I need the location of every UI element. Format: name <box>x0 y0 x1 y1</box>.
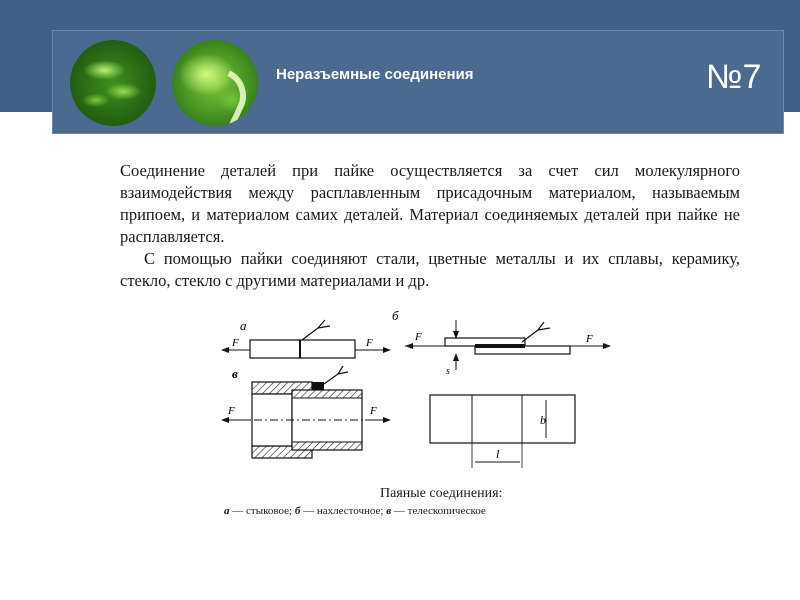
lap-joint-plan-view <box>430 395 575 468</box>
force-label-b-right: F <box>586 333 593 345</box>
force-label-a-left: F <box>232 337 239 349</box>
label-a: а <box>240 318 247 333</box>
force-label-v-left: F <box>228 405 235 417</box>
force-label-a-right: F <box>366 337 373 349</box>
figure-caption-legend <box>224 505 486 517</box>
leaf-image-2 <box>172 40 258 126</box>
body-text <box>120 160 740 292</box>
legend-text-b: — нахлесточное; <box>300 505 387 517</box>
force-label-b-left: F <box>415 331 422 343</box>
legend-text-v: — телескопическое <box>391 505 486 517</box>
legend-text-a: — стыковое; <box>229 505 295 517</box>
paragraph-1: Соединение деталей при пайке осуществляется за счет сил молекулярного взаимодействия между расплавленным присадочным материалом, называемым припоем, и материалом самих деталей. Материал соединяемых деталей при пайке не расплавляется. <box>120 161 740 246</box>
legend-key-b: б <box>294 505 301 517</box>
butt-joint-diagram <box>222 318 390 358</box>
paragraph-2: С помощью пайки соединяют стали, цветные металлы и их сплавы, керамику, стекло, стекло с другими материалами и др. <box>120 249 740 290</box>
slide-number: №7 <box>706 58 762 96</box>
leaf-image-1 <box>70 40 156 126</box>
soldered-joints-figure <box>200 300 620 480</box>
legend-key-v: в <box>386 505 392 517</box>
label-b: б <box>392 308 399 323</box>
label-v: в <box>232 366 238 381</box>
legend-key-a: а <box>224 505 230 517</box>
figure-caption-title: Паяные соединения: <box>380 486 503 501</box>
lap-joint-diagram <box>392 308 610 377</box>
force-label-v-right: F <box>370 405 377 417</box>
dim-s-label: s <box>446 366 450 377</box>
dim-b-label: b <box>540 413 546 427</box>
dim-l-label: l <box>496 447 500 461</box>
telescopic-joint-diagram <box>222 366 390 458</box>
slide-title: Неразъемные соединения <box>276 66 474 83</box>
